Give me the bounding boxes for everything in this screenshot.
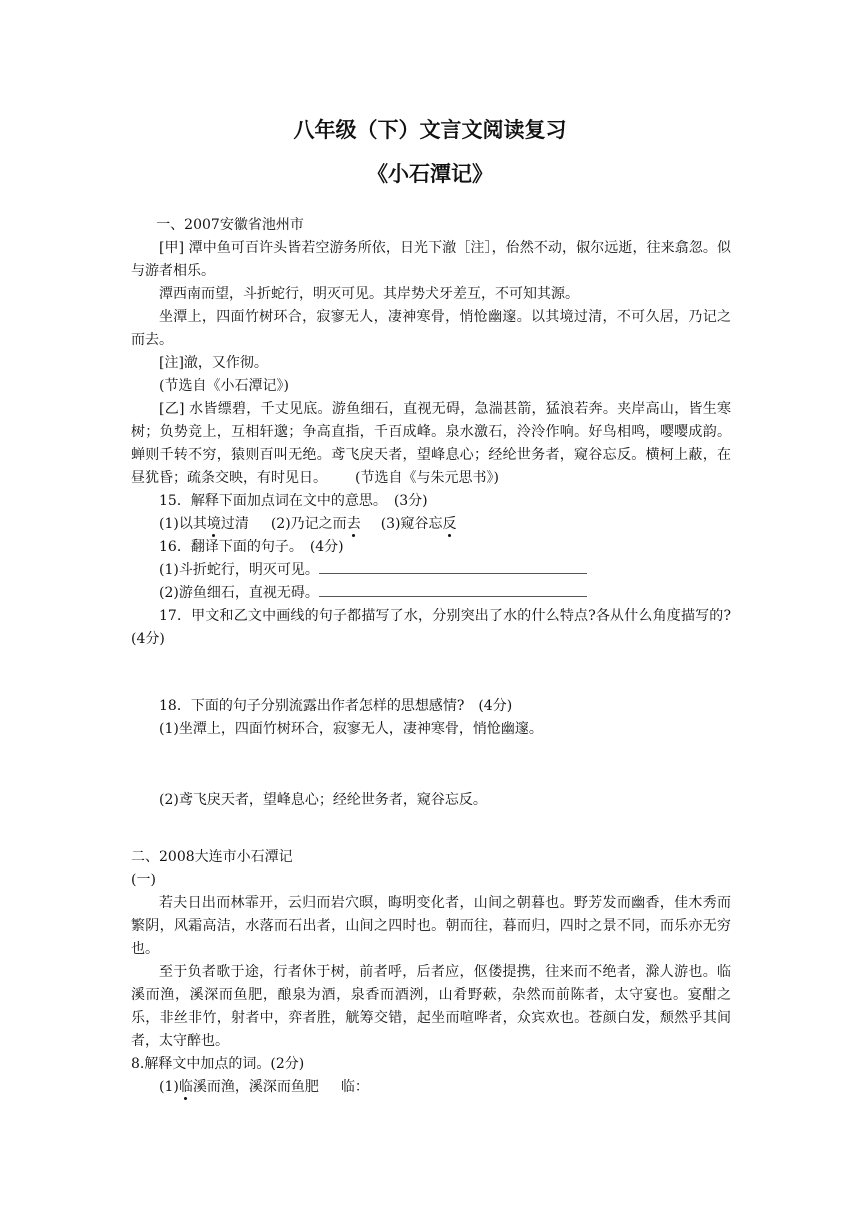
answer-blank-2[interactable] bbox=[319, 582, 587, 597]
document-body bbox=[131, 214, 731, 1099]
q8-item-post: 溪而渔，溪深而鱼肥 bbox=[192, 1079, 319, 1095]
source-jia: (节选自《小石潭记》) bbox=[159, 378, 289, 394]
q16-sentence-2: (2)游鱼细石，直视无碍。 bbox=[159, 585, 319, 601]
q8-item-pre: (1) bbox=[159, 1079, 179, 1095]
question-18: 18．下面的句子分别流露出作者怎样的思想感情? (4分) bbox=[159, 698, 513, 714]
question-15: 15．解释下面加点词在文中的意思。 (3分) bbox=[159, 493, 428, 509]
question-16: 16．翻译下面的句子。 (4分) bbox=[159, 539, 344, 555]
question-8-item-1 bbox=[131, 1076, 731, 1099]
section2-part: (一) bbox=[131, 872, 156, 888]
section2-paragraph-2: 至于负者歌于途，行者休于树，前者呼，后者应，伛偻提携，往来而不绝者，滁人游也。临溪而渔，溪深而鱼肥，酿泉为酒，泉香而酒洌，山肴野蔌，杂然而前陈者，太守宴也。宴酣之乐，非丝非竹，射者中，弈者胜，觥筹交错，起坐而喧哗者，众宾欢也。苍颜白发，颓然乎其间者，太守醉也。 bbox=[131, 964, 731, 1049]
jia-paragraph-3: 坐潭上，四面竹树环合，寂寥无人，凄神寒骨，悄怆幽邃。以其境过清，不可久居，乃记之而去。 bbox=[131, 309, 731, 348]
yi-paragraph bbox=[131, 398, 731, 490]
section2-heading: 二、2008大连市小石潭记 bbox=[131, 849, 293, 865]
page-title: 八年级（下）文言文阅读复习 bbox=[293, 118, 567, 142]
q16-sentence-1: (1)斗折蛇行，明灭可见。 bbox=[159, 562, 319, 578]
q15-item-3-pre: (3)窥谷忘 bbox=[380, 516, 443, 532]
note: [注]澈，又作彻。 bbox=[159, 355, 268, 371]
answer-blank-1[interactable] bbox=[319, 559, 587, 574]
q15-dotted-word-2: 去 bbox=[346, 516, 361, 532]
question-16-item-1 bbox=[131, 559, 731, 582]
page-subtitle: 《小石潭记》 bbox=[367, 162, 493, 186]
q15-dotted-word-3: 反 bbox=[442, 516, 457, 532]
question-16-item-2 bbox=[131, 582, 731, 605]
question-8: 8.解释文中加点的词。(2分) bbox=[131, 1056, 305, 1072]
jia-paragraph-1: [甲] 潭中鱼可百许头皆若空游务所依，日光下澈［注］，佁然不动，俶尔远逝，往来翕忽。似与游者相乐。 bbox=[131, 240, 731, 279]
section1-heading: 一、2007安徽省池州市 bbox=[156, 217, 304, 233]
yi-text: [乙] 水皆缥碧，千丈见底。游鱼细石，直视无碍，急湍甚箭，猛浪若奔。夹岸高山，皆生寒树；负势竞上，互相轩邈；争高直指，千百成峰。泉水激石，泠泠作响。好鸟相鸣，嘤嘤成韵。蝉则千转不穷，猿则百叫无绝。鸢飞戾天者，望峰息心；经纶世务者，窥谷忘反。横柯上蔽，在昼犹昏；疏条交映，有时见日。 bbox=[131, 401, 731, 486]
q15-item-1-pre: (1)以其 bbox=[159, 516, 207, 532]
q15-item-1-post: 过清 bbox=[220, 516, 249, 532]
question-18-item-2: (2)鸢飞戾天者，望峰息心；经纶世务者，窥谷忘反。 bbox=[159, 792, 487, 808]
question-15-items bbox=[131, 513, 731, 536]
question-18-item-1: (1)坐潭上，四面竹树环合，寂寥无人，凄神寒骨，悄怆幽邃。 bbox=[159, 721, 543, 737]
q8-dotted-word: 临 bbox=[178, 1079, 193, 1095]
section2-paragraph-1: 若夫日出而林霏开，云归而岩穴暝，晦明变化者，山间之朝暮也。野芳发而幽香，佳木秀而繁阴，风霜高洁，水落而石出者，山间之四时也。朝而往，暮而归，四时之景不同，而乐亦无穷也。 bbox=[131, 895, 731, 957]
source-yi: (节选自《与朱元思书》) bbox=[355, 470, 499, 486]
q15-item-2-pre: (2)乃记之而 bbox=[270, 516, 347, 532]
q8-answer-label: 临： bbox=[340, 1079, 369, 1095]
jia-paragraph-2: 潭西南而望，斗折蛇行，明灭可见。其岸势犬牙差互，不可知其源。 bbox=[159, 286, 579, 302]
question-17: 17．甲文和乙文中画线的句子都描写了水，分别突出了水的什么特点?各从什么角度描写的?(4分) bbox=[131, 608, 731, 647]
q15-dotted-word-1: 境 bbox=[206, 516, 221, 532]
